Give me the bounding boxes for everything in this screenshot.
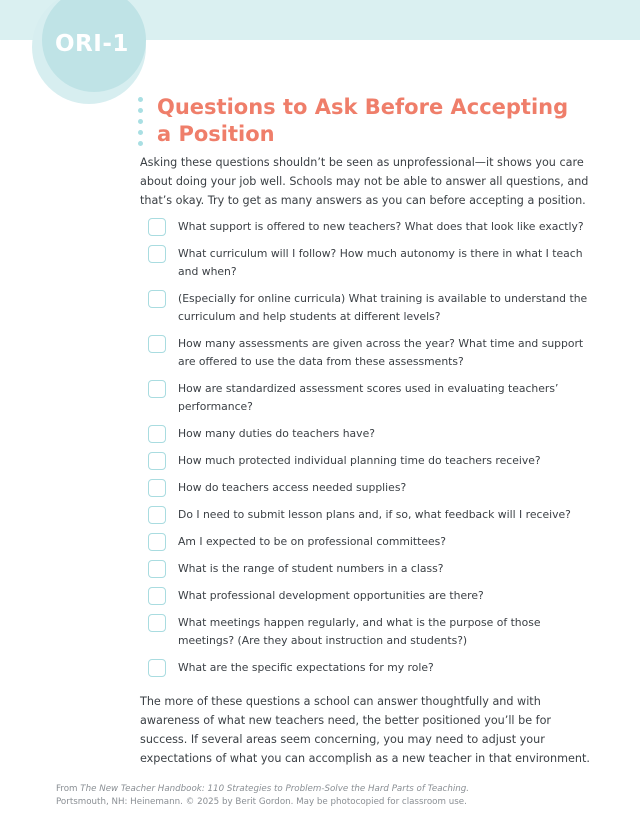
question-text: How many duties do teachers have? bbox=[178, 427, 375, 440]
checkbox[interactable] bbox=[148, 245, 166, 263]
checklist-item bbox=[148, 506, 588, 524]
checkbox[interactable] bbox=[148, 290, 166, 308]
checklist-item bbox=[148, 479, 588, 497]
checkbox[interactable] bbox=[148, 506, 166, 524]
checkbox[interactable] bbox=[148, 479, 166, 497]
checkbox[interactable] bbox=[148, 452, 166, 470]
question-checklist bbox=[148, 218, 588, 677]
footer-line-2: Portsmouth, NH: Heinemann. © 2025 by Berit Gordon. May be photocopied for classroom use. bbox=[56, 797, 467, 807]
checkbox[interactable] bbox=[148, 587, 166, 605]
checklist-item bbox=[148, 290, 588, 326]
checklist-item bbox=[148, 218, 588, 236]
checklist-item bbox=[148, 659, 588, 677]
checklist-item bbox=[148, 425, 588, 443]
footer-line-1 bbox=[56, 783, 616, 796]
footer-prefix: From bbox=[56, 784, 81, 794]
question-text: Do I need to submit lesson plans and, if so, what feedback will I receive? bbox=[178, 508, 571, 521]
question-text: How do teachers access needed supplies? bbox=[178, 481, 407, 494]
checkbox[interactable] bbox=[148, 659, 166, 677]
checkbox[interactable] bbox=[148, 533, 166, 551]
checklist-item bbox=[148, 533, 588, 551]
checklist-item bbox=[148, 452, 588, 470]
closing-paragraph: The more of these questions a school can answer thoughtfully and with awareness of what new teachers need, the better positioned you’ll be for success. If several areas seem concerning, you may need to adjust your expectations of what you can accomplish as a new teacher in that environment. bbox=[140, 695, 590, 765]
checkbox[interactable] bbox=[148, 218, 166, 236]
checklist-item bbox=[148, 245, 588, 281]
checklist-item bbox=[148, 335, 588, 371]
checkbox[interactable] bbox=[148, 425, 166, 443]
checklist-item bbox=[148, 560, 588, 578]
question-text: (Especially for online curricula) What training is available to understand the curriculum and help students at different levels? bbox=[178, 292, 588, 323]
question-text: How many assessments are given across the year? What time and support are offered to use the data from these assessments? bbox=[178, 337, 584, 368]
checklist-item bbox=[148, 587, 588, 605]
badge-label: ORI-1 bbox=[55, 31, 129, 57]
checklist-item bbox=[148, 614, 588, 650]
question-text: How much protected individual planning time do teachers receive? bbox=[178, 454, 541, 467]
intro-paragraph: Asking these questions shouldn’t be seen as unprofessional—it shows you care about doing your job well. Schools may not be able to answer all questions, and that’s okay. Try to get as many answers as you can before accepting a position. bbox=[140, 156, 589, 207]
checkbox[interactable] bbox=[148, 560, 166, 578]
question-text: What are the specific expectations for my role? bbox=[178, 661, 434, 674]
question-text: What is the range of student numbers in a class? bbox=[178, 562, 444, 575]
question-text: What professional development opportunities are there? bbox=[178, 589, 484, 602]
question-text: How are standardized assessment scores used in evaluating teachers’ performance? bbox=[178, 382, 559, 413]
checkbox[interactable] bbox=[148, 335, 166, 353]
checkbox[interactable] bbox=[148, 380, 166, 398]
question-text: What curriculum will I follow? How much autonomy is there in what I teach and when? bbox=[178, 247, 583, 278]
footer-book-title: The New Teacher Handbook: 110 Strategies to Problem-Solve the Hard Parts of Teaching. bbox=[80, 784, 470, 794]
title-dots-decoration bbox=[138, 97, 144, 152]
checklist-item bbox=[148, 380, 588, 416]
question-text: Am I expected to be on professional committees? bbox=[178, 535, 447, 548]
question-text: What meetings happen regularly, and what is the purpose of those meetings? (Are they about instruction and students?) bbox=[178, 616, 541, 647]
footer-citation bbox=[56, 783, 616, 809]
checkbox[interactable] bbox=[148, 614, 166, 632]
page-title: Questions to Ask Before Accepting a Position bbox=[157, 95, 569, 146]
question-text: What support is offered to new teachers? What does that look like exactly? bbox=[178, 220, 584, 233]
